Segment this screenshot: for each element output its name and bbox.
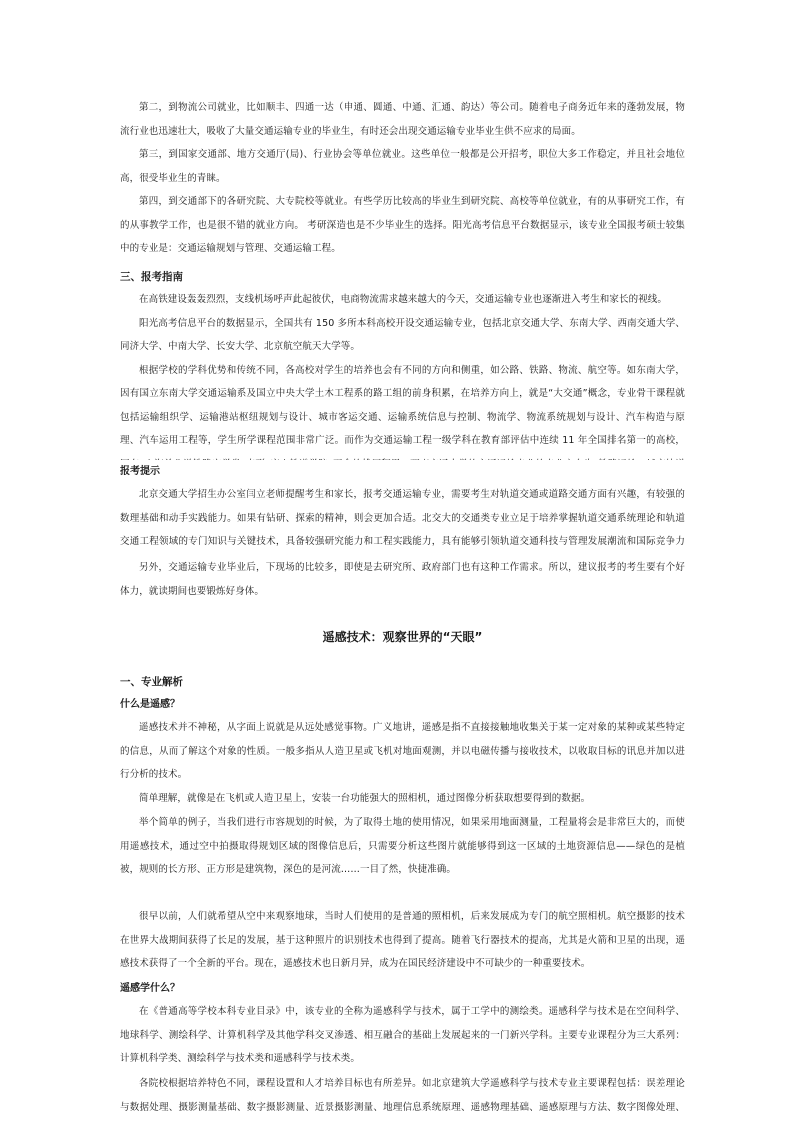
paragraph-directions: 根据学校的学科优势和传统不同，各高校对学生的培养也会有不同的方向和侧重，如公路、铁路、物流、航空等。如东南大学，因有国立东南大学交通运输系及国立中央大学土木工程系的路工组的前身积累，在培养方向上，就是“大交通”概念，专业骨干课程就包括运输组织学、运输港站枢纽规划与设计、城市客运交通、运输系统信息与控制、物流学、物流系统规划与设计、汽车构造与原理、汽车运用工程等，学生所学课程范围非常广泛。而作为交通运输工程一级学科在教育部评估中连续 11 年全国排名第一的高校，: [120, 364, 685, 446]
document-page: [120, 96, 685, 1120]
paragraph-intro: 在高铁建设轰轰烈烈，支线机场呼声此起彼伏，电商物流需求越来越大的今天，交通运输专业也逐渐进入考生和家长的视线。: [139, 294, 668, 305]
career-paragraphs: [120, 96, 685, 254]
paragraph-logistics: 第二，到物流公司就业，比如顺丰、四通一达（申通、圆通、中通、汇通、韵达）等公司。随着电子商务近年来的蓬勃发展，物流行业也迅速壮大，吸收了大量交通运输专业的毕业生，有时还会出现交通运输专业毕业生供不应求的局面。: [120, 102, 685, 137]
paragraph-tips: 北京交通大学招生办公室闫立老师提醒考生和家长，报考交通运输专业，需要考生对轨道交通或道路交通方面有兴趣，有较强的数理基础和动手实践能力。如果有钻研、探索的精神，则会更加合适。北交大的交通类专业立足于培养掌握轨道交通系统理论和轨道交通工程领域的专门知识与关键技术，具备较强研究能力和工程实践能力，具有能够引领轨道交通科技与管理发展潮流和国际竞争力: [120, 489, 685, 547]
heading-what-is-rs: 什么是遥感？: [120, 699, 180, 710]
definition-paragraphs: [120, 716, 685, 811]
paragraph-research: 第四，到交通部下的各研究院、大专院校等就业。有些学历比较高的毕业生到研究院、高校等单位就业，有的从事研究工作，有的从事教学工作，也是很不错的就业方向。 考研深造也是不少毕业生的选择。阳光高考信息平台数据显示，该专业全国报考硕士较集中的专业是：交通运输规划与管理、交通运输工程。: [120, 196, 685, 254]
fitness-paragraph-group: [120, 556, 685, 604]
history-paragraph-group: [120, 905, 685, 977]
tips-paragraph-group: [120, 483, 685, 556]
paragraph-catalog: 在《普通高等学校本科专业目录》中，该专业的全称为遥感科学与技术，属于工学中的测绘类。遥感科学与技术是在空间科学、地球科学、测绘科学、计算机科学及其他学科交叉渗透、相互融合的基础上发展起来的一门新兴学科。主要专业课程分为三大系列：计算机科学类、测绘科学与技术类和遥感科学与技术类。: [120, 1006, 685, 1064]
paragraph-definition: 遥感技术并不神秘，从字面上说就是从远处感觉事物。广义地讲，遥感是指不直接接触地收集关于某一定对象的某种或某些特定的信息，从而了解这个对象的性质。一般多指从人造卫星或飞机对地面观测，并以电磁传播与接收技术，以收取目标的讯息并加以进行分析的技术。: [120, 722, 685, 780]
heading-what-to-learn: 遥感学什么？: [120, 983, 180, 994]
paragraph-courses: 各院校根据培养特色不同，课程设置和人才培养目标也有所差异。如北京建筑大学遥感科学与技术专业主要课程包括：误差理论与数据处理、摄影测量基础、数字摄影测量、近景摄影测量、地理信息系统原理、遥感物理基础、遥感原理与方法、数字图像处理、: [120, 1078, 685, 1113]
heading-exam-tips: 报考提示: [120, 466, 160, 477]
guide-paragraphs: [120, 288, 685, 460]
article-title: 遥感技术：观察世界的“天眼”: [322, 630, 483, 644]
paragraph-government: 第三，到国家交通部、地方交通厅(局)、行业协会等单位就业。这些单位一般都是公开招考，职位大多工作稳定，并且社会地位高，很受毕业生的青睐。: [120, 149, 685, 184]
heading-major-analysis: 一、专业解析: [120, 676, 183, 688]
courses-paragraph-group: [120, 1072, 685, 1120]
example-paragraph-group: [120, 811, 685, 905]
paragraph-fitness: 另外，交通运输专业毕业后，下现场的比较多，即使是去研究所、政府部门也有这种工作需求。所以，建议报考的考生要有个好体力，就读期间也要锻炼好身体。: [120, 562, 685, 597]
heading-exam-guide: 三、报考指南: [120, 271, 183, 283]
paragraph-history: 很早以前，人们就希望从空中来观察地球，当时人们使用的是普通的照相机，后来发展成为专门的航空照相机。航空摄影的技术在世界大战期间获得了长足的发展，基于这种照片的识别技术也得到了提高。随着飞行器技术的提高，尤其是火箭和卫星的出现，遥感技术获得了一个全新的平台。现在，遥感技术也日新月异，成为在国民经济建设中不可缺少的一种重要技术。: [120, 911, 685, 969]
catalog-paragraph-group: [120, 1000, 685, 1072]
paragraph-simple: 简单理解，就像是在飞机或人造卫星上，安装一台功能强大的照相机，通过图像分析获取想要得到的数据。: [139, 792, 591, 804]
paragraph-universities: 阳光高考信息平台的数据显示，全国共有 150 多所本科高校开设交通运输专业，包括北京交通大学、东南大学、西南交通大学、同济大学、中南大学、长安大学、北京航空航天大学等。: [120, 317, 685, 352]
paragraph-example: 举个简单的例子，当我们进行市容规划的时候，为了取得土地的使用情况，如果采用地面测量，工程量将会是非常巨大的，而使用遥感技术，通过空中拍摄取得规划区域的图像信息后，只需要分析这些图片就能够得到这一区域的土地资源信息——绿色的是植被，规则的长方形、正方形是建筑物，深色的是河流……一目了然，快捷准确。: [120, 817, 685, 875]
